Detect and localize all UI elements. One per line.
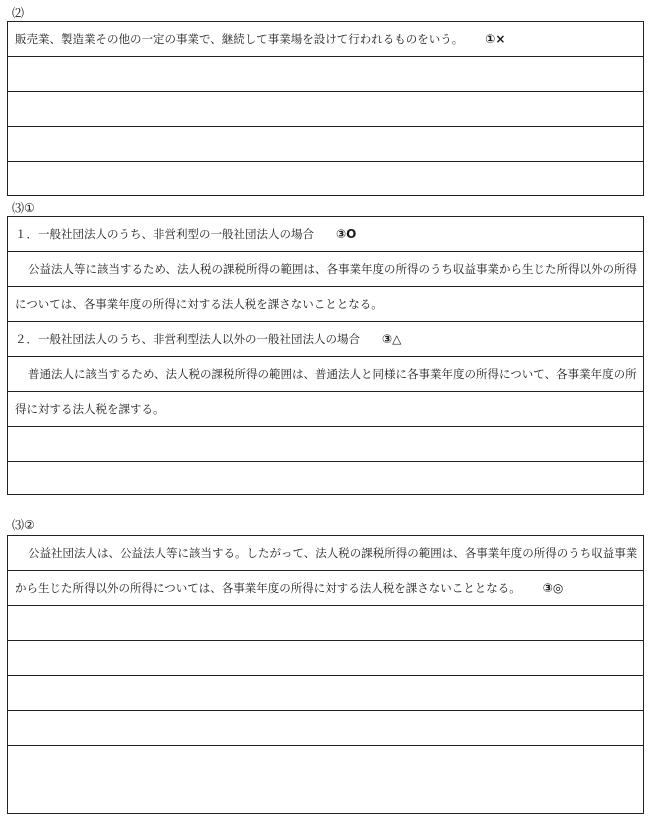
answer-row	[8, 322, 643, 357]
answer-row	[8, 641, 643, 676]
answer-text: 公益法人等に該当するため、法人税の課税所得の範囲は、各事業年度の所得のうち収益事業から生じた所得以外の所得	[28, 262, 638, 276]
answer-row	[8, 287, 643, 322]
answer-row	[8, 357, 643, 392]
answer-row	[8, 392, 643, 427]
answer-box-3-2	[7, 535, 644, 814]
answer-text: については、各事業年度の所得に対する法人税を課さないこととなる。	[15, 297, 383, 311]
answer-row	[8, 92, 643, 127]
answer-row	[8, 22, 643, 57]
answer-row	[8, 162, 643, 197]
answer-text: 販売業、製造業その他の一定の事業で、継続して事業場を設けて行われるものをいう。	[15, 32, 464, 46]
answer-text: 得に対する法人税を課する。	[15, 402, 165, 416]
answer-heading: １．一般社団法人のうち、非営利型の一般社団法人の場合	[15, 227, 314, 241]
answer-row	[8, 217, 643, 252]
section-label-3-2: ⑶②	[12, 518, 35, 532]
answer-row	[8, 676, 643, 711]
answer-box-2	[7, 21, 644, 196]
answer-row	[8, 57, 643, 92]
answer-text: から生じた所得以外の所得については、各事業年度の所得に対する法人税を課さないこととなる。	[15, 581, 521, 595]
answer-row	[8, 711, 643, 746]
answer-row	[8, 462, 643, 497]
answer-box-3-1	[7, 216, 644, 495]
answer-row	[8, 571, 643, 606]
grade-mark: ③△	[382, 332, 402, 346]
grade-mark: ③O	[336, 227, 357, 241]
answer-row	[8, 427, 643, 462]
answer-row	[8, 606, 643, 641]
answer-row	[8, 127, 643, 162]
section-label-2: ⑵	[12, 6, 25, 20]
section-label-3-1: ⑶①	[12, 201, 35, 215]
grade-mark: ③◎	[542, 581, 564, 595]
answer-row	[8, 252, 643, 287]
answer-row	[8, 536, 643, 571]
grade-mark: ①×	[485, 32, 506, 46]
answer-heading: ２．一般社団法人のうち、非営利型法人以外の一般社団法人の場合	[15, 332, 360, 346]
answer-text: 公益社団法人は、公益法人等に該当する。したがって、法人税の課税所得の範囲は、各事業年度の所得のうち収益事業	[28, 546, 638, 560]
answer-row	[8, 746, 643, 781]
answer-text: 普通法人に該当するため、法人税の課税所得の範囲は、普通法人と同様に各事業年度の所得について、各事業年度の所	[28, 367, 637, 381]
